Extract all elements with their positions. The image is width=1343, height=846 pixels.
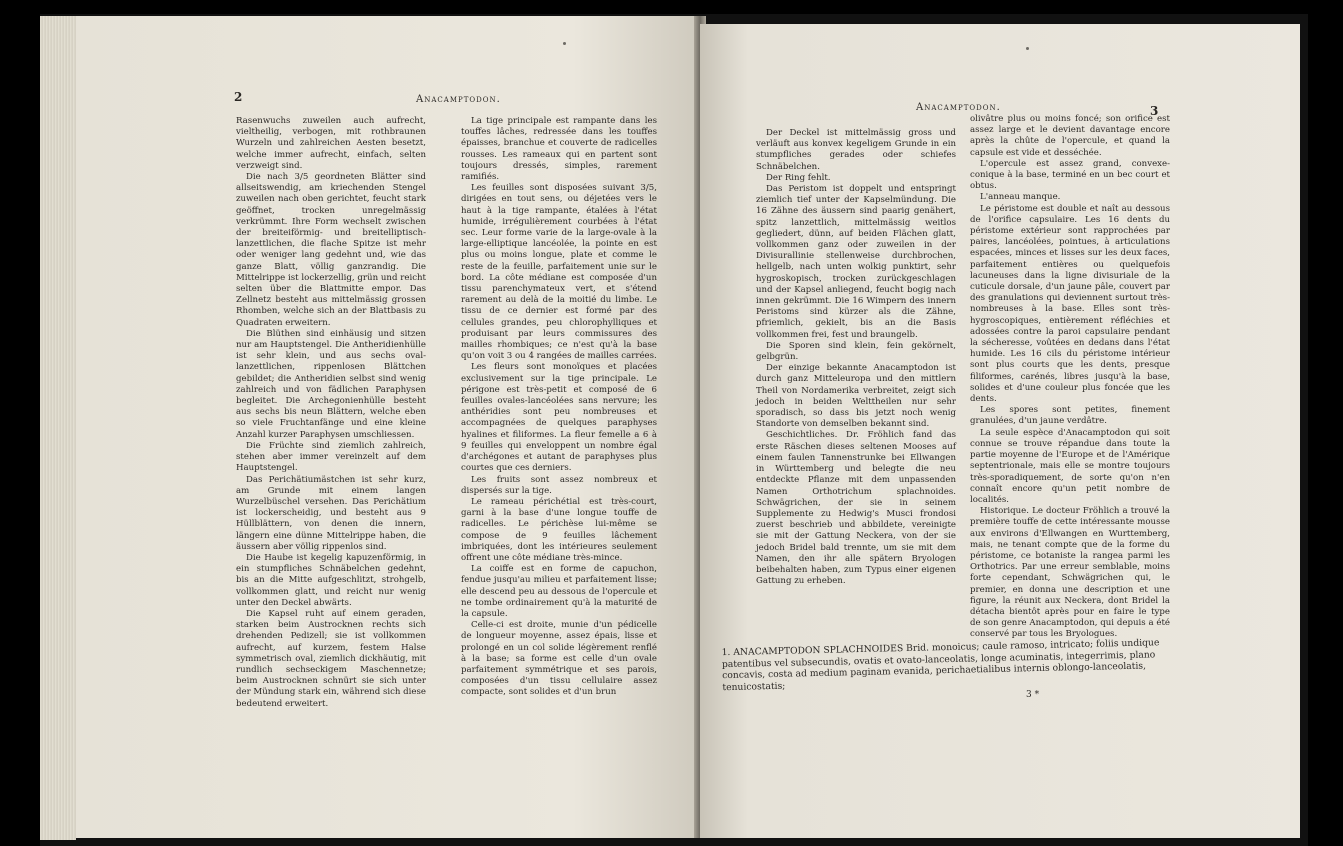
right-page-number: 3	[1150, 104, 1159, 118]
right-french-column	[970, 114, 1170, 641]
paragraph: L'opercule est assez grand, convexe-conique à la base, terminé en un bec court et obtus.	[970, 158, 1170, 192]
paragraph: Les feuilles sont disposées suivant 3/5, dirigées en tout sens, ou déjetées vers le haut à la tige rampante, étalées à l'état humide, irrégulièrement courbées à l'état sec. Leur forme varie de la large-ovale à la large-elliptique lancéolée, la pointe en est plus ou moins longue, plate et comme le reste de la feuille, parfaitement unie sur le bord. La côte médiane est composée d'un tissu parenchymateux vert, et s'étend rarement au delà de la moitié du limbe. Le tissu de ce dernier est formé par des cellules grandes, peu chlorophylliques et produisant par leurs commissures des mailles rhombiques; ce n'est qu'à la base qu'on voit 3 ou 4 rangées de mailles carrées.	[461, 183, 657, 362]
species-entry: 1. ANACAMPTODON SPLACHNOIDES Brid. monoicus; caule ramoso, intricato; foliis undique patentibus vel subsecundis, ovatis et ovato-lanceolatis, longe acuminatis, integerrimis, plano concavis, costa ad medium paginam evanida, perichaetialibus internis oblongo-lanceolatis, tenuicostatis;	[721, 637, 1160, 693]
paragraph: La tige principale est rampante dans les touffes lâches, redressée dans les touffes épaisses, branchue et couverte de radicelles rousses. Les rameaux qui en partent sont toujours dressés, simples, rarement ramifiés.	[461, 116, 657, 183]
paragraph: Die Haube ist kegelig kapuzenförmig, in ein stumpfliches Schnäbelchen gedehnt, bis an die Mitte aufgeschlitzt, strohgelb, vollkommen glatt, und reicht nur wenig unter den Deckel abwärts.	[236, 552, 426, 608]
paragraph: Celle-ci est droite, munie d'un pédicelle de longueur moyenne, assez épais, lisse et prolongé en un col solide légèrement renflé à la base; sa forme est celle d'un ovale parfaitement symmétrique et ses parois, composées d'un tissu cellulaire assez compacte, sont solides et d'un brun	[461, 620, 657, 698]
paragraph: Das Peristom ist doppelt und entspringt ziemlich tief unter der Kapselmündung. Die 16 Zähne des äussern sind paarig genähert, spitz lanzettlich, mittelmässig weitlos gegliedert, dünn, auf beiden Flächen glatt, vollkommen ganz oder zuweilen in der Divisurallinie stellenweise durchbrochen, hellgelb, nach unten wolkig punktirt, sehr hygroskopisch, trocken zurückgeschlagen und der Kapsel anliegend, feucht bogig nach innen gekrümmt. Die 16 Wimpern des innern Peristoms sind kürzer als die Zähne, pfriemlich, gekielt, bis an die Basis vollkommen frei, fest und braungelb.	[756, 184, 956, 340]
paragraph: Der Ring fehlt.	[766, 172, 831, 183]
paragraph: L'anneau manque.	[980, 192, 1061, 203]
paragraph: Der einzige bekannte Anacamptodon ist durch ganz Mitteleuropa und den mittlern Theil von Nordamerika verbreitet, zeigt sich jedoch in beiden Welttheilen nur sehr sporadisch, so dass bis jetzt noch wenig Standorte von demselben bekannt sind.	[756, 363, 956, 430]
page-edges	[40, 16, 76, 840]
left-french-column	[461, 116, 657, 699]
page-mark	[1026, 47, 1029, 50]
paragraph: La seule espèce d'Anacamptodon qui soit connue se trouve répandue dans toute la partie moyenne de l'Europe et de l'Amérique septentrionale, mais elle se montre toujours très-sporadiquement, de sorte qu'on n'en connaît encore qu'un petit nombre de localités.	[970, 427, 1170, 505]
paragraph: Die Sporen sind klein, fein gekörnelt, gelbgrün.	[756, 340, 956, 363]
page-mark	[563, 42, 566, 45]
paragraph: Das Perichätiumästchen ist sehr kurz, am Grunde mit einem langen Wurzelbüschel versehen. Das Perichätium ist lockerscheidig, und besteht aus 9 Hüllblättern, von denen die innern, längern eine dünne Mittelrippe haben, die äussern aber völlig rippenlos sind.	[236, 474, 426, 552]
paragraph: Les fleurs sont monoïques et placées exclusivement sur la tige principale. Le périgone est très-petit et composé de 6 feuilles ovales-lancéolées sans nervure; les anthéridies sont peu nombreuses et accompagnées de quelques paraphyses hyalines et filiformes. La fleur femelle a 6 à 9 feuilles qui enveloppent un nombre égal d'archégones et autant de paraphyses plus courtes que ces derniers.	[461, 362, 657, 474]
paragraph: Die nach 3/5 geordneten Blätter sind allseitswendig, am kriechenden Stengel zuweilen nach oben gerichtet, feucht stark geöffnet, trocken unregelmässig verkrümmt. Ihre Form wechselt zwischen der breiteiförmig- und breitelliptisch-lanzettlichen, die flache Spitze ist mehr oder weniger lang gedehnt und, wie das ganze Blatt, völlig ganzrandig. Die Mittelrippe ist lockerzellig, grün und reicht selten über die Blattmitte empor. Das Zellnetz besteht aus mittelmässig grossen Rhomben, welche sich an der Blattbasis zu Quadraten erweitern.	[236, 172, 426, 328]
paragraph: Les spores sont petites, finement granulées, d'un jaune verdâtre.	[970, 405, 1170, 427]
paragraph: Historique. Le docteur Fröhlich a trouvé la première touffe de cette intéressante mousse aux environs d'Ellwangen en Wurttemberg, mais, ne tenant compte que de la forme du péristome, ce botaniste la rangea parmi les Orthotrics. Par une erreur semblable, moins forte cependant, Schwägrichen qui, le premier, en donna une description et une figure, la réunit aux Neckera, dont Bridel la détacha bientôt après pour en faire le type de son genre Anacamptodon, qui depuis a été conservé par tous les Bryologues.	[970, 506, 1170, 640]
right-german-column	[756, 128, 956, 587]
left-german-column	[236, 116, 426, 710]
left-page	[76, 16, 698, 838]
paragraph: Die Kapsel ruht auf einem geraden, starken beim Austrocknen rechts sich drehenden Pedizell; sie ist vollkommen aufrecht, auf kurzem, festem Halse symmetrisch oval, ziemlich dickhäutig, mit rundlich sechseckigem Maschennetze; beim Austrocknen schnürt sie sich unter der Mündung stark ein, während sich diese bedeutend erweitert.	[236, 608, 427, 709]
left-running-head: Anacamptodon.	[416, 94, 501, 105]
right-page	[700, 24, 1300, 838]
left-page-number: 2	[234, 90, 243, 104]
paragraph: Geschichtliches. Dr. Fröhlich fand das erste Räschen dieses seltenen Mooses auf einem faulen Tannenstrunke bei Ellwangen in Württemberg und belegte die neu entdeckte Pflanze mit dem unpassenden Namen Orthotrichum splachnoides. Schwägrichen, der sie in seinem Supplemente zu Hedwig's Musci frondosi zuerst beschrieb und abbildete, vereinigte sie mit der Gattung Neckera, von der sie jedoch Bridel bald trennte, um sie mit dem Namen, den ihr alle spätern Bryologen beibehalten haben, zum Typus einer eigenen Gattung zu erheben.	[756, 430, 956, 587]
paragraph: Die Früchte sind ziemlich zahlreich, stehen aber immer vereinzelt auf dem Hauptstengel.	[236, 440, 426, 474]
paragraph: Die Blüthen sind einhäusig und sitzen nur am Hauptstengel. Die Antheridienhülle ist sehr klein, und aus sechs oval-lanzettlichen, rippenlosen Blättchen gebildet; die Antheridien selbst sind wenig zahlreich und von fädlichen Paraphysen begleitet. Die Archegonienhülle besteht aus sechs bis neun Blättern, welche eben so viele Fruchtanfänge und eine kleine Anzahl kurzer Paraphysen umschliessen.	[236, 328, 426, 440]
paragraph: Le rameau périchétial est très-court, garni à la base d'une longue touffe de radicelles. Le périchèse lui-même se compose de 9 feuilles lâchement imbriquées, dont les intérieures seulement offrent une côte médiane très-mince.	[461, 496, 657, 563]
paragraph: olivâtre plus ou moins foncé; son orifice est assez large et le devient davantage encore après la chûte de l'opercule, et quand la capsule est vide et desséchée.	[970, 114, 1170, 158]
signature-mark: 3 *	[1026, 690, 1040, 700]
paragraph: Le péristome est double et naît au dessous de l'orifice capsulaire. Les 16 dents du péristome extérieur sont rapprochées par paires, lancéolées, pointues, à articulations espacées, minces et lisses sur les deux faces, parfaitement entières ou quelquefois lacuneuses dans la ligne divisuriale de la cuticule dorsale, d'un jaune pâle, couvert par des granulations qui deviennent surtout très-nombreuses à la base. Elles sont très-hygroscopiques, entièrement réfléchies et adossées contre la paroi capsulaire pendant la sécheresse, voûtées en dedans dans l'état humide. Les 16 cils du péristome intérieur sont plus courts que les dents, presque filiformes, carénés, libres jusqu'à la base, solides et d'une couleur plus foncée que les dents.	[970, 203, 1170, 405]
paragraph: La coiffe est en forme de capuchon, fendue jusqu'au milieu et parfaitement lisse; elle descend peu au dessous de l'opercule et ne tombe ordinairement qu'à la maturité de la capsule.	[461, 564, 657, 619]
paragraph: Les fruits sont assez nombreux et dispersés sur la tige.	[461, 474, 657, 496]
right-running-head: Anacamptodon.	[916, 102, 1001, 113]
paragraph: Der Deckel ist mittelmässig gross und verläuft aus konvex kegeligem Grunde in ein stumpfliches gerades oder schiefes Schnäbelchen.	[756, 128, 956, 172]
paragraph: Rasenwuchs zuweilen auch aufrecht, vieltheilig, verbogen, mit rothbraunen Wurzeln und zahlreichen Aesten besetzt, welche immer aufrecht, einfach, selten verzweigt sind.	[236, 116, 426, 171]
